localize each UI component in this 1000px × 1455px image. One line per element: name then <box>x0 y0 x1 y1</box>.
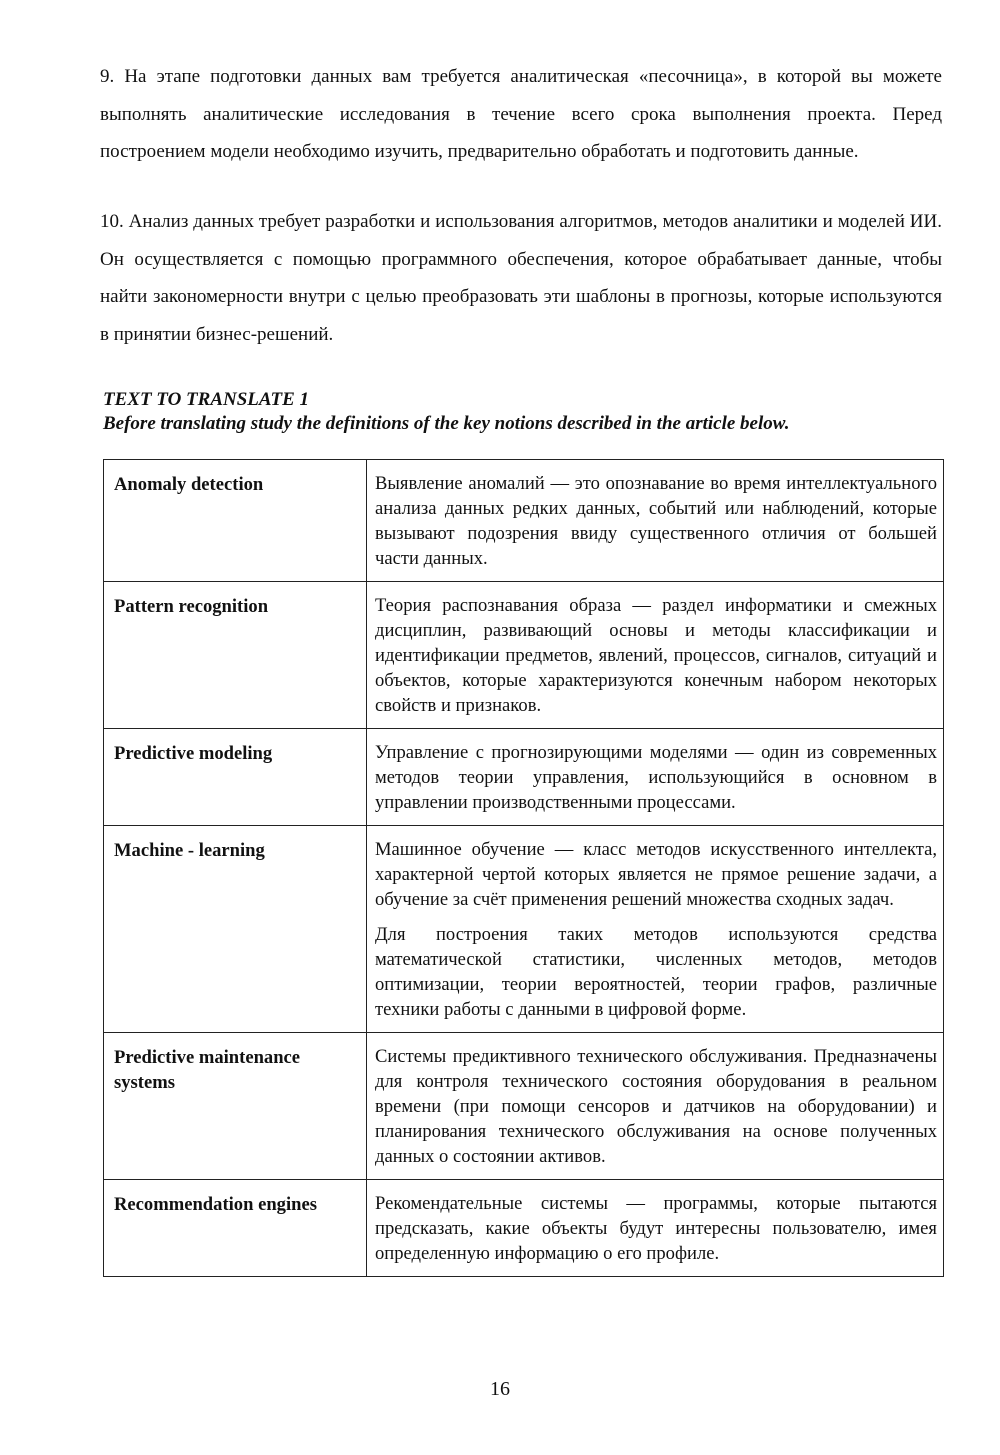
definition-text: Теория распознавания образа — раздел информатики и смежных дисциплин, развивающий основы и методы классификации и идентификации предметов, явлений, процессов, сигналов, ситуаций и объектов, которые характеризуются конечным набором некоторых свойств и признаков. <box>375 595 937 716</box>
table-row <box>104 582 944 729</box>
definition-cell <box>367 1180 944 1277</box>
definition-cell <box>367 826 944 1033</box>
definitions-table <box>103 459 944 1277</box>
table-row <box>104 729 944 826</box>
definition-cell <box>367 1033 944 1180</box>
term-cell: Machine - learning <box>104 826 367 1033</box>
term-cell: Predictive modeling <box>104 729 367 826</box>
definition-cell <box>367 460 944 582</box>
definition-text: Рекомендательные системы — программы, которые пытаются предсказать, какие объекты будут интересны пользователю, имея определенную информацию о его профиле. <box>375 1193 937 1264</box>
paragraph-10: 10. Анализ данных требует разработки и использования алгоритмов, методов аналитики и моделей ИИ. Он осуществляется с помощью программного обеспечения, которое обрабатывает данные, чтобы найти закономерности внутри с целью преобразовать эти шаблоны в прогнозы, которые используются в принятии бизнес-решений. <box>100 211 942 345</box>
table-row <box>104 460 944 582</box>
table-row <box>104 1180 944 1277</box>
definition-text: Системы предиктивного технического обслуживания. Предназначены для контроля технического состояния оборудования в реальном времени (при помощи сенсоров и датчиков на оборудовании) и планирования технического обслуживания на основе полученных данных о состоянии активов. <box>375 1046 937 1167</box>
definition-cell <box>367 729 944 826</box>
term-cell: Predictive maintenance systems <box>104 1033 367 1180</box>
section-subtitle: Before translating study the definitions of the key notions described in the article below. <box>103 413 790 434</box>
definition-extra-text: Для построения таких методов используются средства математической статистики, численных методов, методов оптимизации, теории вероятностей, теории графов, различные техники работы с данными в цифровой форме. <box>375 924 937 1020</box>
term-cell: Pattern recognition <box>104 582 367 729</box>
section-title: TEXT TO TRANSLATE 1 <box>103 389 310 410</box>
paragraph-9: 9. На этапе подготовки данных вам требуется аналитическая «песочница», в которой вы можете выполнять аналитические исследования в течение всего срока выполнения проекта. Перед построением модели необходимо изучить, предварительно обработать и подготовить данные. <box>100 66 942 162</box>
table-row <box>104 1033 944 1180</box>
definition-cell <box>367 582 944 729</box>
definition-text: Выявление аномалий — это опознавание во время интеллектуального анализа данных редких данных, событий или наблюдений, которые вызывают подозрения ввиду существенного отличия от большей части данных. <box>375 473 937 569</box>
definition-text: Машинное обучение — класс методов искусственного интеллекта, характерной чертой которых является не прямое решение задачи, а обучение за счёт применения решений множества сходных задач. <box>375 839 937 910</box>
table-row <box>104 826 944 1033</box>
term-cell: Anomaly detection <box>104 460 367 582</box>
definition-text: Управление с прогнозирующими моделями — один из современных методов теории управления, использующийся в основном в управлении производственными процессами. <box>375 742 937 813</box>
page-number: 16 <box>490 1378 510 1400</box>
term-cell: Recommendation engines <box>104 1180 367 1277</box>
